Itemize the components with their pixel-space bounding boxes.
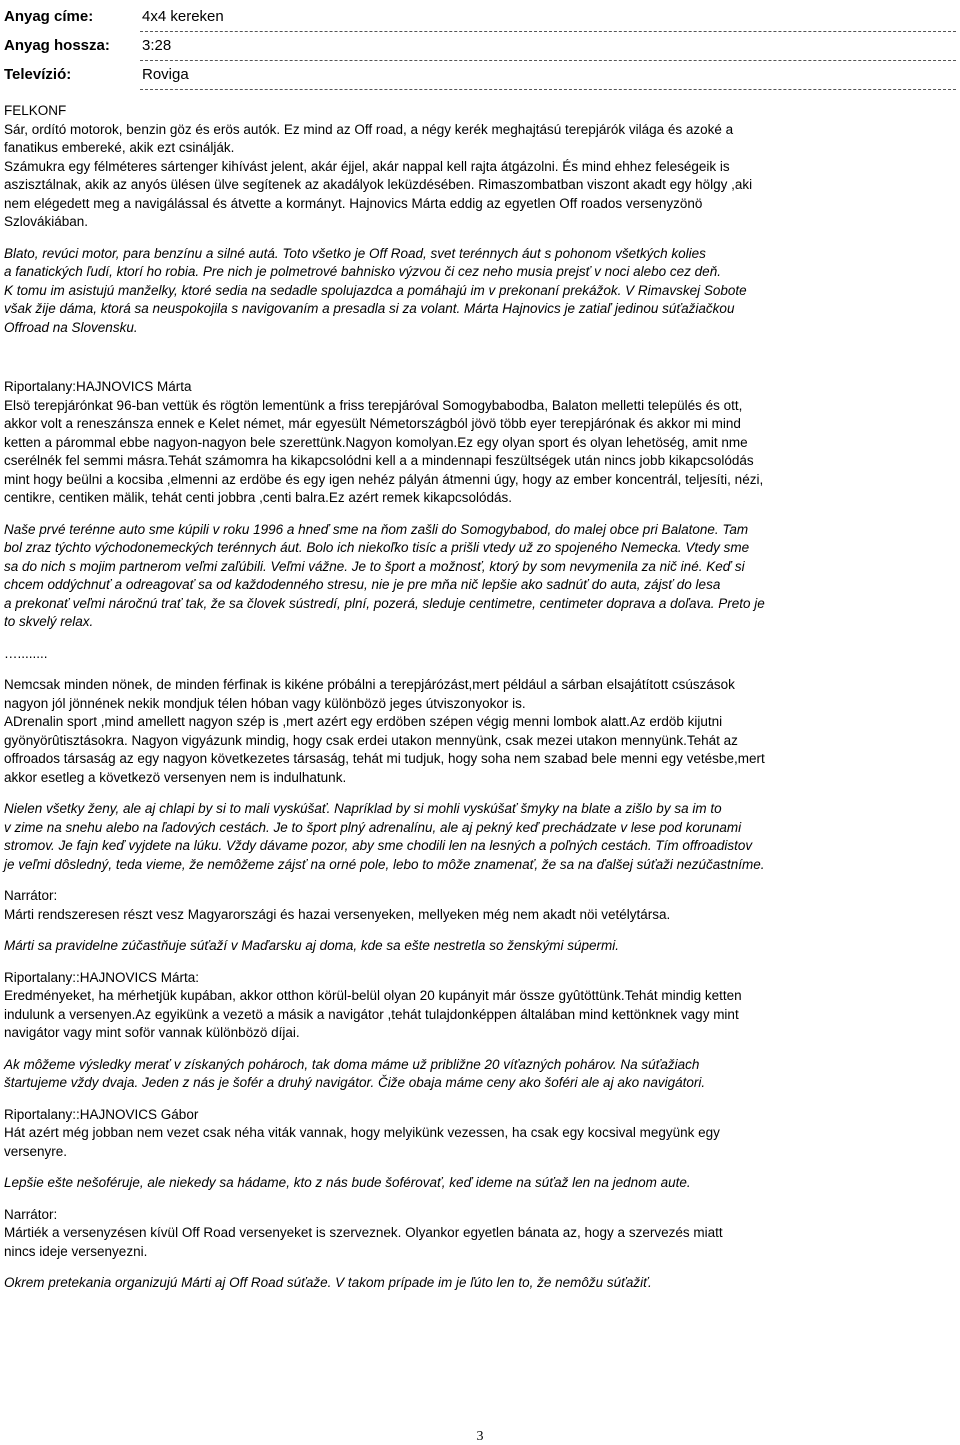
text-line: Blato, revúci motor, para benzínu a silné autá. Toto všetko je Off Road, svet terénnych áut s pohonom všetkých kolies [4, 245, 706, 261]
text-line: Elsö terepjárónkat 96-ban vettük és rögtön lementünk a friss terepjáróval Somogybabodba, Balaton melletti település és ott, [4, 397, 743, 413]
ellipsis: …........ [4, 645, 48, 661]
text-line: to skvelý relax. [4, 614, 94, 629]
text-line: centikre, centiken mälik, tehát centi jobbra ,centi balra.Ez azért remek kikapcsolódás. [4, 490, 512, 505]
divider [140, 60, 956, 61]
tv-value: Roviga [142, 66, 189, 83]
text-line: v zime na snehu alebo na ľadových cestách. Je to šport plný adrenalínu, ale aj pekný keď prechádzate v lese pod korunami [4, 819, 742, 835]
text-line: nem elégedett meg a navigálással és átvette a kormányt. Hajnovics Márta eddig az egyetlen Off roados versenyzönö [4, 195, 703, 211]
text-line: Eredményeket, ha mérhetjük kupában, akkor otthon körül-belül olyan 20 kupányit már össze gyûtöttünk.Tehát mindig ketten [4, 988, 742, 1003]
text-line: indulunk a versenyen.Az egyikünk a vezetö a másik a navigátor ,tehát tulajdonképpen általában mind kettönknek vagy mint [4, 1006, 739, 1022]
section-heading: FELKONF [4, 103, 67, 118]
text-line: K tomu im asistujú manželky, ktoré sedia na sedadle spolujazdca a pomáhajú im v prekonaní prekážok. V Rimavskej Sobote [4, 282, 747, 298]
page-number: 3 [476, 1429, 484, 1444]
text-line: Hát azért még jobban nem vezet csak néha viták vannak, hogy melyikünk vezessen, ha csak egy kocsival megyünk egy [4, 1125, 720, 1140]
length-label: Anyag hossza: [4, 37, 110, 54]
text-line: chcem oddýchnuť a odreagovať sa od každodenného stresu, nie je pre mňa nič lepšie ako sadnúť do auta, zájsť do lesa [4, 577, 721, 592]
text-line: Nemcsak minden nönek, de minden férfinak is kikéne próbálni a terepjárózást,mert például a sárban elsajátított csúszások [4, 677, 735, 692]
text-line: Ak môžeme výsledky merať v získaných pohároch, tak doma máme už približne 20 víťazných pohárov. Na súťažiach [4, 1056, 700, 1072]
text-line: Márti sa pravidelne zúčastňuje súťaží v Maďarsku aj doma, kde sa ešte nestretla so ženskými súpermi. [4, 938, 619, 953]
text-line: Naše prvé terénne auto sme kúpili v roku 1996 a hneď sme na ňom zašli do Somogybabod, do malej obce pri Balatone. Tam [4, 521, 749, 537]
speaker-label: Riportalany::HAJNOVICS Gábor [4, 1106, 199, 1122]
document-body [4, 102, 956, 1293]
text-line: akkor esetleg a következö versenyen nem is indulhatunk. [4, 769, 347, 785]
header-tv-row [4, 66, 956, 90]
text-line: Szlovákiában. [4, 214, 89, 229]
speaker-label: Riportalany:HAJNOVICS Márta [4, 379, 192, 394]
text-line: Lepšie ešte nešoféruje, ale niekedy sa hádame, kto z nás bude šoférovať, keď ideme na súťaž len na jednom aute. [4, 1175, 691, 1190]
text-line: Mártiék a versenyzésen kívül Off Road versenyeket is szerveznek. Olyankor egyetlen bánata az, hogy a szervezés miatt [4, 1225, 723, 1240]
text-line: a fanatických ľudí, ktorí ho robia. Pre nich je polmetrové bahnisko výzvou či cez neho musia prejsť v noci alebo cez deň. [4, 264, 721, 279]
text-line: nagyon jól jönnének nekik mondjuk télen hóban vagy különbözö jeges útviszonyokor is. [4, 695, 526, 711]
text-line: navigátor vagy mint soför vannak különbözö díjai. [4, 1025, 300, 1040]
text-line: Okrem pretekania organizujú Márti aj Off Road súťaže. V takom prípade im je ľúto len to, že nemôžu súťažiť. [4, 1275, 652, 1290]
text-line: akkor volt a reneszánsza ennek e Kelet német, már egyesült Németországból jövö több eyer terepjárónak és akkor mi mind [4, 416, 741, 431]
text-line: Offroad na Slovensku. [4, 319, 138, 335]
text-line: versenyre. [4, 1143, 68, 1159]
title-value: 4x4 kereken [142, 8, 224, 25]
text-line: nincs ideje versenyezni. [4, 1243, 148, 1259]
speaker-label: Narrátor: [4, 888, 58, 903]
text-line: mint hogy beülni a kocsiba ,elmenni az erdöbe és egy igen nehéz pályán átmenni úgy, hogy az ember koncentrál, teljesíti, nézi, [4, 471, 764, 487]
text-line: Nielen všetky ženy, ale aj chlapi by si to mali vyskúšať. Napríklad by si mohli vyskúšať šmyky na blate a zišlo by sa im to [4, 801, 722, 816]
text-line: stromov. Je fajn keď vyjdete na lúku. Vždy dávame pozor, aby sme chodili len na lesných a poľných cestách. Tím offroadistov [4, 838, 753, 853]
text-line: offroados társaság az egy nagyon következetes társaság, tehát mi tudjuk, hogy soha nem szabad bele menni egy vetésbe,mert [4, 751, 765, 766]
text-line: gyönyörûtisztásokra. Nagyon vigyázunk mindig, hogy csak erdei utakon mennyünk, csak mezei utakon mennyünk.Tehát az [4, 732, 738, 748]
text-line: však žije dáma, ktorá sa neuspokojila s navigovaním a presadla si za volant. Márta Hajnovics je zatiaľ jedinou súťažiačkou [4, 301, 735, 316]
text-line: Számukra egy félméteres sártenger kihívást jelent, akár éjjel, akár nappal kell rajta átgázolni. És mind ehhez feleségeik is [4, 158, 730, 174]
text-line: ADrenalin sport ,mind amellett nagyon szép is ,mert azért egy erdöben szépen végig menni lombok alatt.Az erdöb kijutni [4, 714, 723, 729]
speaker-label: Narrátor: [4, 1206, 58, 1222]
text-line: fanatikus embereké, akik ezt csinálják. [4, 140, 235, 155]
text-line: Sár, ordító motorok, benzin göz és erös autók. Ez mind az Off road, a négy kerék meghajtású terepjárók világa és azoké a [4, 121, 734, 137]
divider [140, 89, 956, 90]
text-line: bol zraz týchto východonemeckých terénnych áut. Bolo ich niekoľko tisíc a prišli vtedy už zo spojeného Nemecka. Vtedy sme [4, 540, 750, 555]
text-line: aszisztálnak, akik az anyós ülésen ülve segítenek az akadályok leküzdésében. Rimaszombatban viszont akadt egy hölgy ,aki [4, 177, 753, 192]
speaker-label: Riportalany::HAJNOVICS Márta: [4, 969, 200, 985]
tv-label: Televízió: [4, 66, 72, 83]
text-line: ketten a párommal ebbe nagyon-nagyon bele szerettünk.Nagyon komolyan.Ez egy olyan sport és olyan lehetöség, amit nme [4, 434, 748, 450]
divider [140, 31, 956, 32]
header-title-row [4, 8, 956, 32]
title-label: Anyag címe: [4, 8, 94, 25]
text-line: sa do nich s mojim partnerom veľmi zaľúbili. Veľmi vážne. Je to šport a možnosť, ktorý by som nevymenila za nič iné. Keď si [4, 558, 745, 574]
text-line: je veľmi dôsledný, teda vieme, že nemôžeme zájsť na orné pole, lebo to môže znamenať, že sa na ďalšej súťaži nezúčastníme. [4, 856, 765, 872]
header-length-row [4, 37, 956, 61]
length-value: 3:28 [142, 37, 172, 54]
text-line: Márti rendszeresen részt vesz Magyarországi és hazai versenyeken, mellyeken még nem akadt nöi vetélytársa. [4, 906, 671, 922]
text-line: cserélnék fel semmi másra.Tehát számomra ha kikapcsolódni kell a a mindennapi feszültségek után nincs jobb kikapcsolódás [4, 453, 754, 468]
text-line: štartujeme vždy dvaja. Jeden z nás je šofér a druhý navigátor. Čiže obaja máme ceny ako šoféri ale aj ako navigátori. [4, 1075, 706, 1090]
text-line: a prekonať veľmi náročnú trať tak, že sa človek sústredí, plní, pozerá, sleduje centimetre, centimeter doprava a doľava. Preto je [4, 595, 765, 611]
